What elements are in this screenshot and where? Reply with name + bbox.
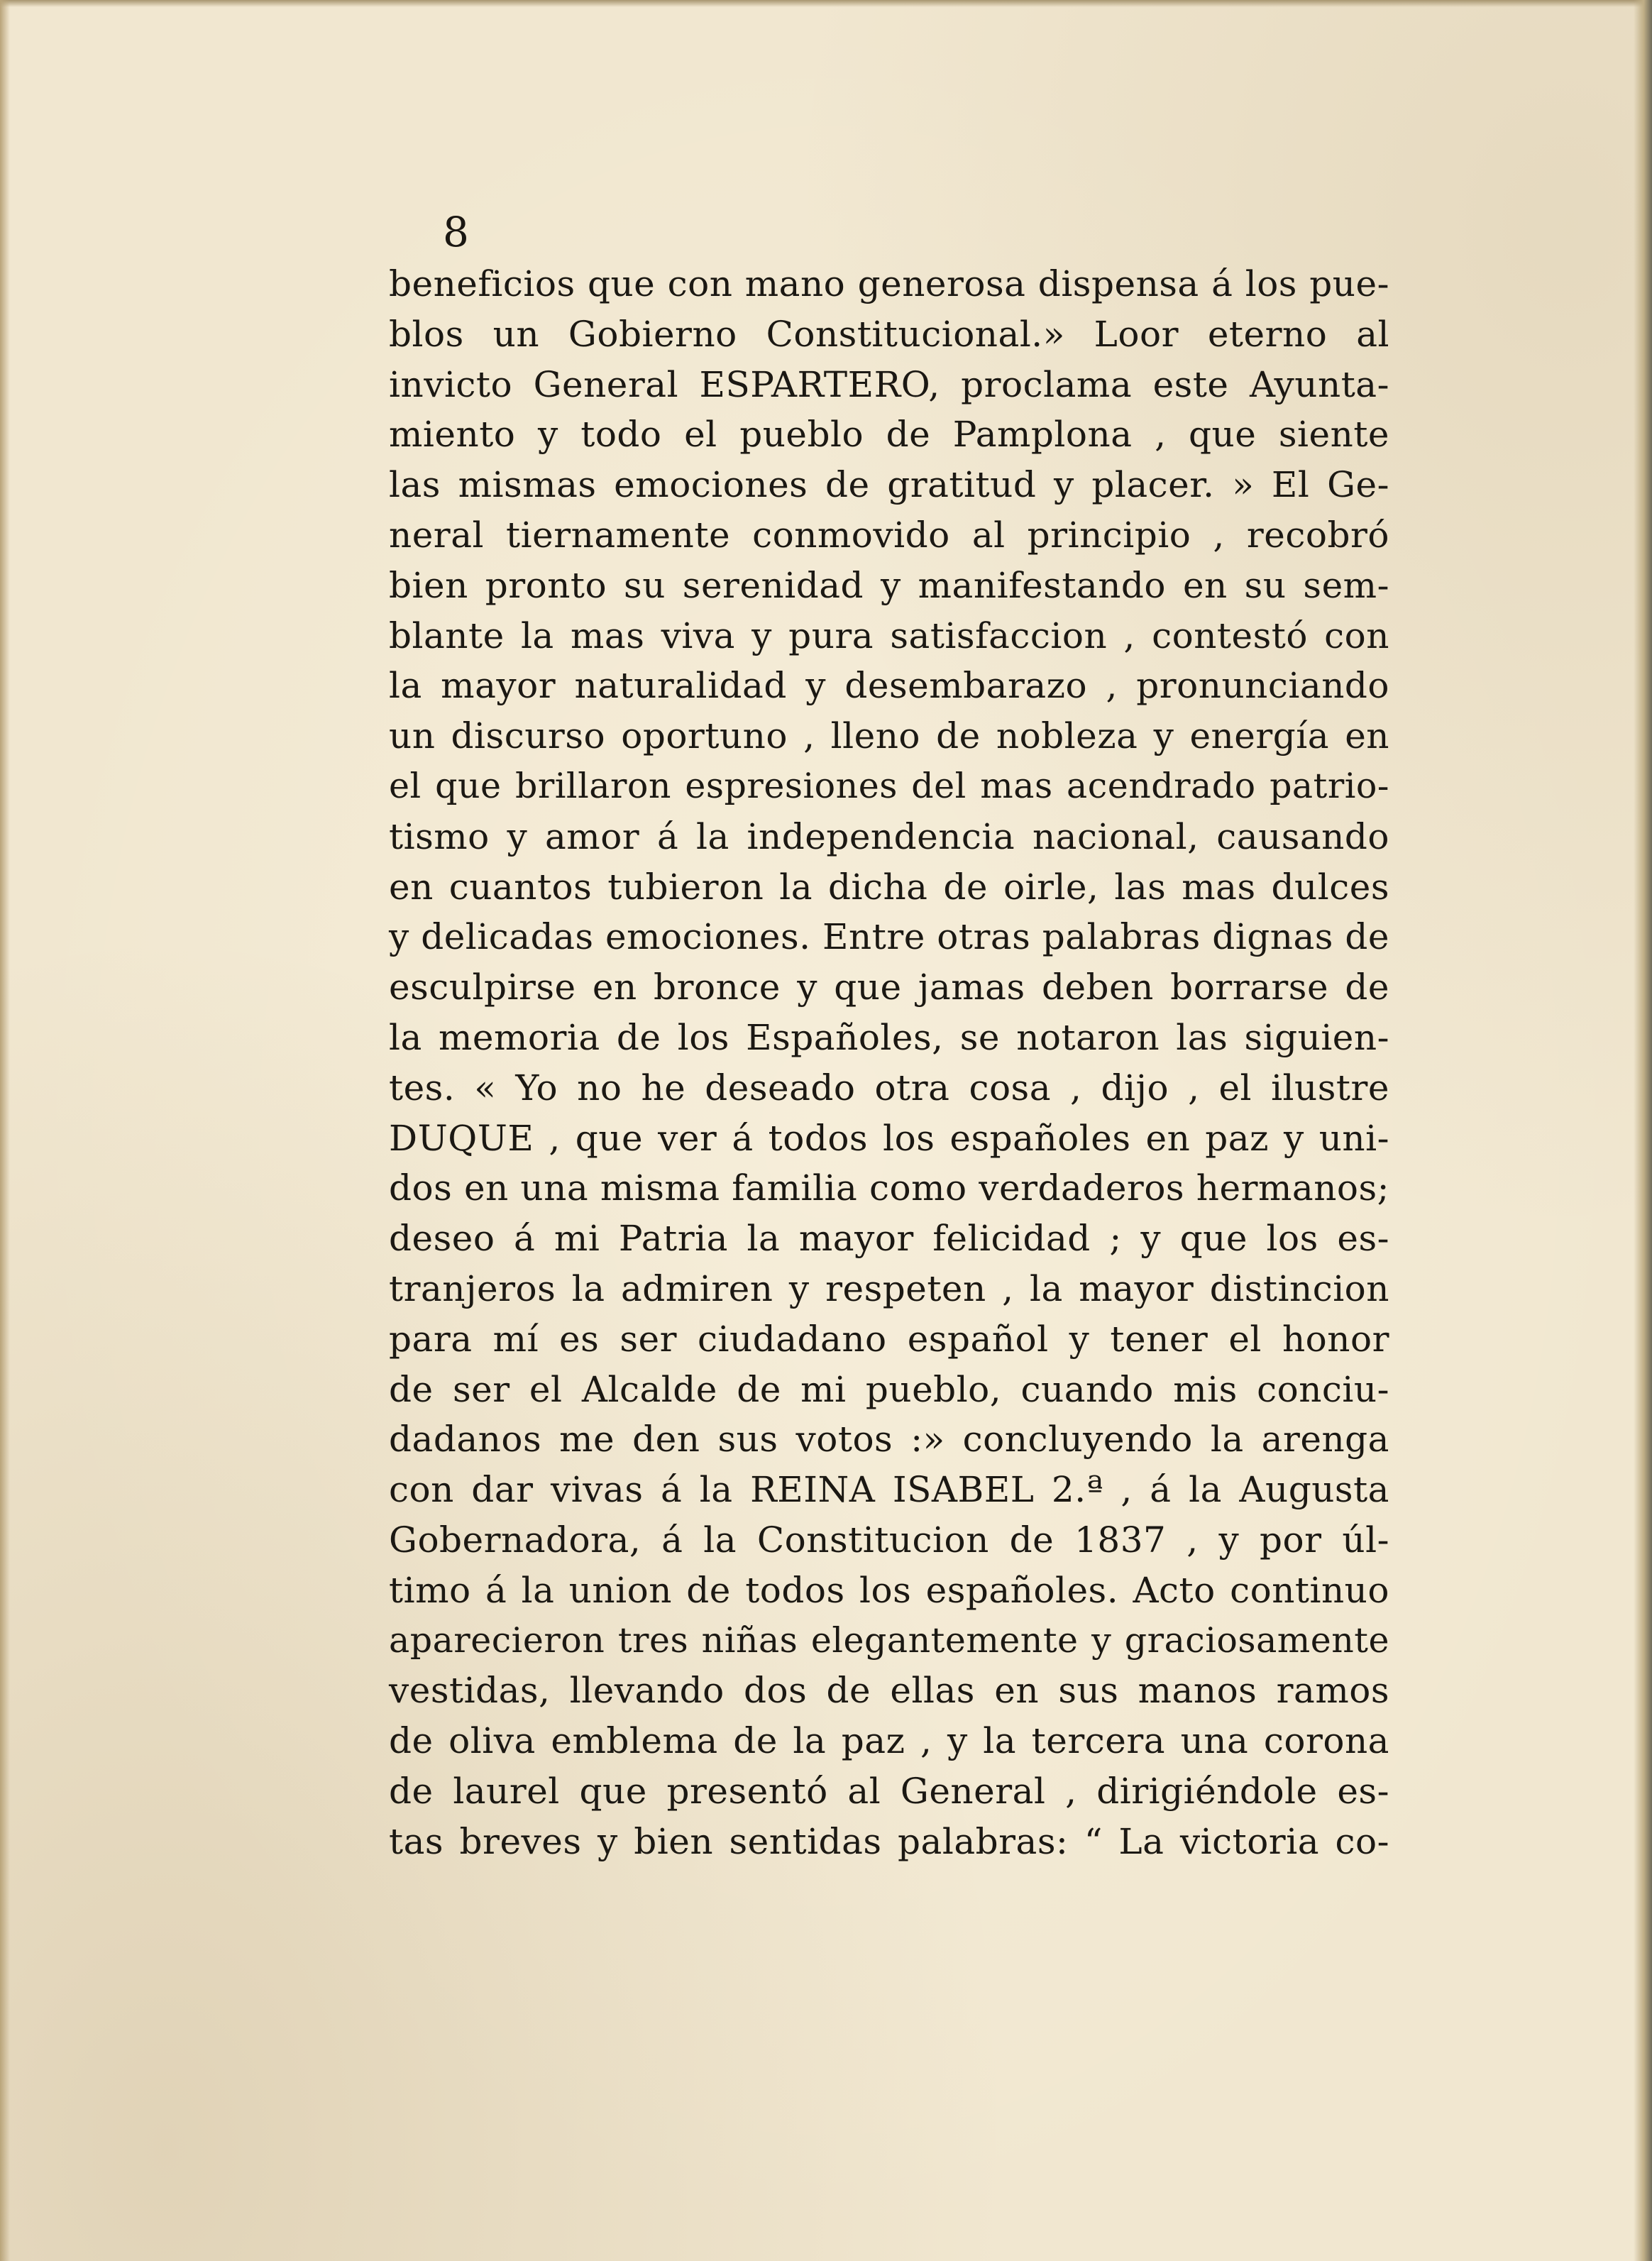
text-line: vestidas, llevando dos de ellas en sus manos ramos [389, 1670, 1389, 1712]
text-line: tismo y amor á la independencia nacional, causando [389, 815, 1389, 857]
text-line: blos un Gobierno Constitucional.» Loor eterno al [389, 313, 1389, 355]
text-line: para mí es ser ciudadano español y tener el honor [389, 1318, 1389, 1360]
text-line: la memoria de los Españoles, se notaron las siguien- [389, 1016, 1389, 1058]
text-line: Gobernadora, á la Constitucion de 1837 , y por úl- [389, 1519, 1389, 1561]
text-line: bien pronto su serenidad y manifestando en su sem- [389, 564, 1389, 606]
page-top-edge [0, 0, 1652, 7]
text-line: de laurel que presentó al General , dirigiéndole es- [389, 1770, 1389, 1812]
text-line: tes. « Yo no he deseado otra cosa , dijo , el ilustre [389, 1067, 1389, 1109]
text-line: dadanos me den sus votos :» concluyendo la arenga [389, 1419, 1389, 1460]
text-line: en cuantos tubieron la dicha de oirle, las mas dulces [389, 866, 1389, 908]
page-number: 8 [443, 208, 469, 256]
text-line: tranjeros la admiren y respeten , la mayor distincion [389, 1267, 1389, 1309]
text-line: DUQUE , que ver á todos los españoles en paz y uni- [389, 1117, 1389, 1159]
text-line: beneficios que con mano generosa dispensa á los pue- [389, 263, 1389, 304]
page-left-edge [0, 0, 10, 2261]
text-line: miento y todo el pueblo de Pamplona , que siente [389, 414, 1389, 456]
text-line: el que brillaron espresiones del mas acendrado patrio- [389, 765, 1389, 806]
text-line: timo á la union de todos los españoles. Acto continuo [389, 1569, 1389, 1611]
body-text [389, 259, 1389, 1867]
text-line: de oliva emblema de la paz , y la tercera una corona [389, 1720, 1389, 1762]
text-line: dos en una misma familia como verdaderos hermanos; [389, 1167, 1389, 1209]
page-right-edge [1634, 0, 1652, 2261]
text-line: tas breves y bien sentidas palabras: “ La victoria co- [389, 1820, 1389, 1862]
text-line: esculpirse en bronce y que jamas deben borrarse de [389, 967, 1389, 1008]
text-line: un discurso oportuno , lleno de nobleza y energía en [389, 715, 1389, 757]
text-line: aparecieron tres niñas elegantemente y graciosamente [389, 1619, 1389, 1661]
text-line: la mayor naturalidad y desembarazo , pronunciando [389, 665, 1389, 707]
text-line: deseo á mi Patria la mayor felicidad ; y que los es- [389, 1218, 1389, 1260]
text-line: de ser el Alcalde de mi pueblo, cuando mis conciu- [389, 1368, 1389, 1410]
text-line: neral tiernamente conmovido al principio , recobró [389, 514, 1389, 556]
text-line: con dar vivas á la REINA ISABEL 2.ª , á la Augusta [389, 1469, 1389, 1511]
text-line: invicto General ESPARTERO, proclama este Ayunta- [389, 363, 1389, 405]
text-line: blante la mas viva y pura satisfaccion , contestó con [389, 615, 1389, 656]
text-line: las mismas emociones de gratitud y placer. » El Ge- [389, 464, 1389, 506]
text-line: y delicadas emociones. Entre otras palabras dignas de [389, 916, 1389, 958]
